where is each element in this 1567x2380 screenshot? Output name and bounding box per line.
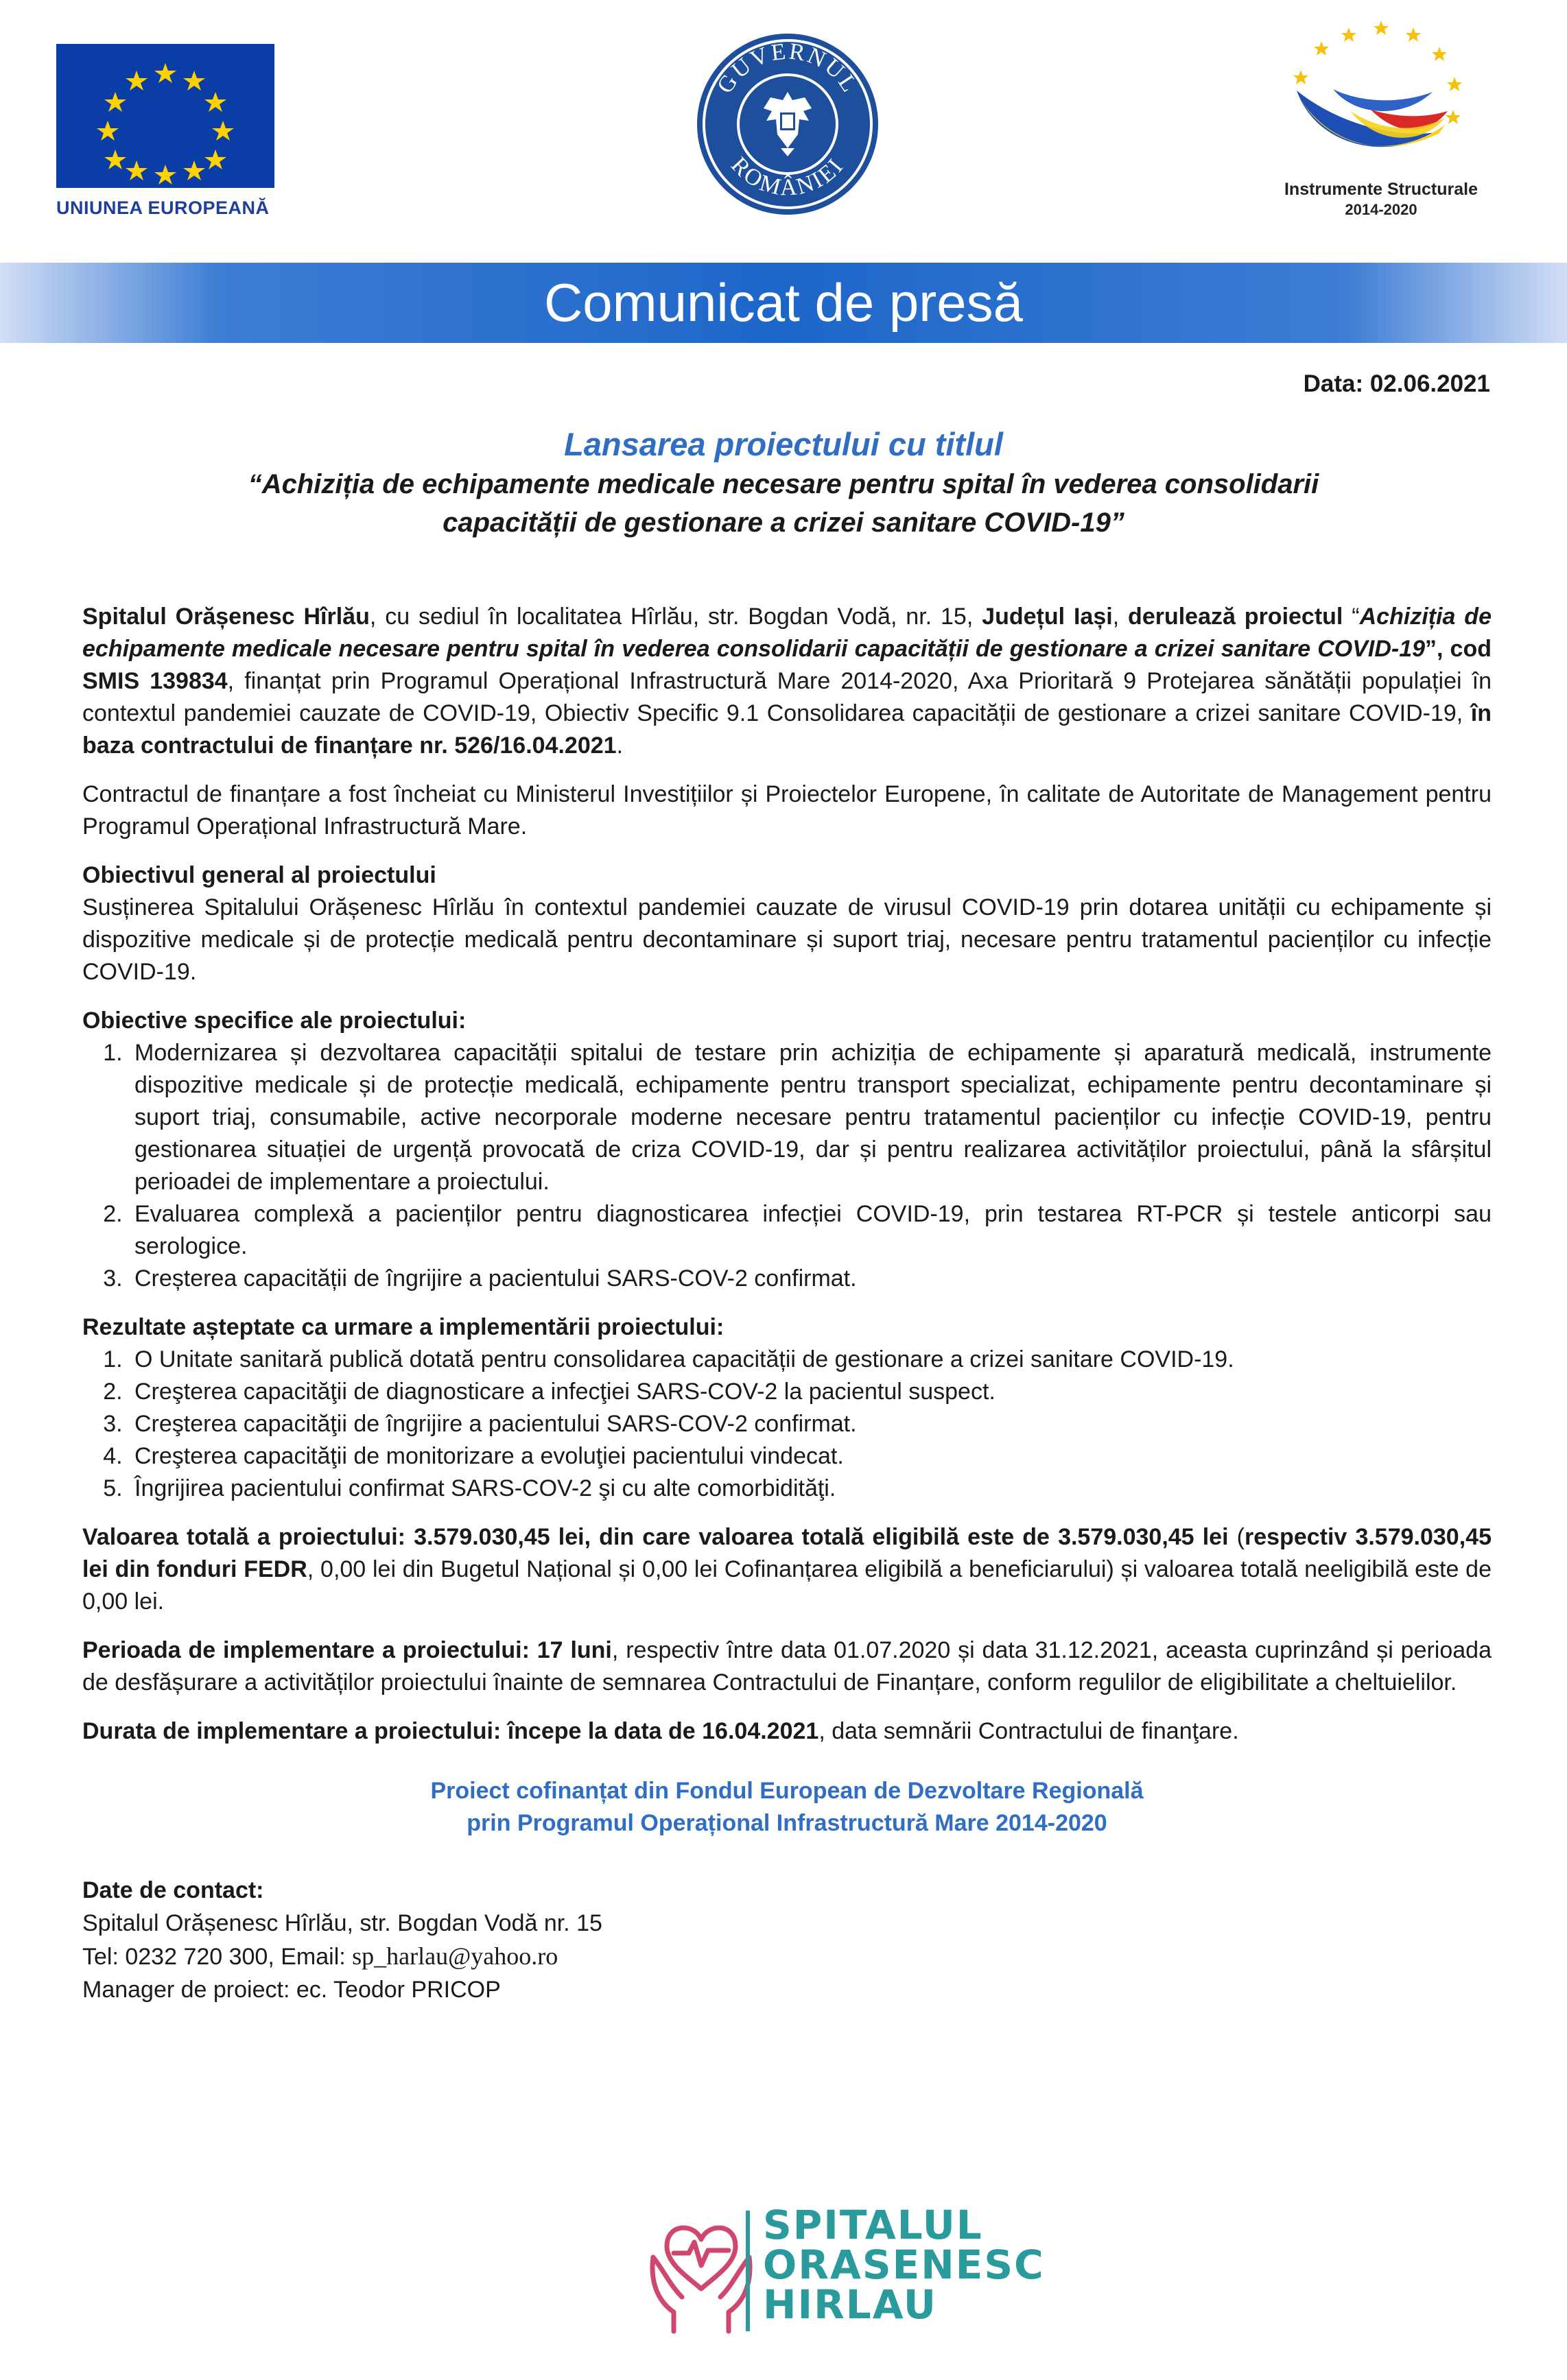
list-item: 1. Modernizarea și dezvoltarea capacității spitalui de testare prin achiziția de echipamente și aparatură medicală, instrumente dispozitive medicale și de protecție medicală, echipamente pentru transport specializat, echipamente pentru decontaminare și suport triaj, consumabile, active necorporale moderne necesare pentru tratamentul pacienților cu infecție COVID-19, pentru gestionarea situației de urgență provocată de criza COVID-19, dar și pentru realizarea activităților proiectului, până la sfârșitul perioadei de implementare a proiectului. xyxy=(129,1037,1492,1198)
structural-instruments-logo xyxy=(1268,15,1494,228)
eu-logo xyxy=(56,44,274,219)
period-label: Perioada de implementare a proiectului: 17 luni xyxy=(82,1637,612,1663)
duration-label: Durata de implementare a proiectului: începe la data de 16.04.2021 xyxy=(82,1718,819,1744)
eu-caption: UNIUNEA EUROPEANĂ xyxy=(56,198,270,218)
intro-text: . xyxy=(616,733,624,759)
intro-text: , cu sediul în localitatea Hîrlău, str. Bogdan Vodă, nr. 15, xyxy=(369,604,982,630)
title-banner xyxy=(0,263,1567,343)
cofinancing-note xyxy=(82,1775,1492,1840)
intro-text: “ xyxy=(1343,604,1360,630)
implementation-period-paragraph xyxy=(82,1634,1492,1699)
intro-paragraph xyxy=(82,601,1492,762)
general-objective-text: Susținerea Spitalului Orășenesc Hîrlău în contextul pandemiei cauzate de virusul COVID-19 prin dotarea unității cu echipamente și dispozitive medicale și de protecție medicală pentru decontaminare și suport triaj, necesare pentru tratamentul pacienților cu infecție COVID-19. xyxy=(82,894,1492,985)
page-title: Comunicat de presă xyxy=(543,272,1024,333)
is-caption-line1: Instrumente Structurale xyxy=(1284,180,1478,199)
intro-bold: derulează proiectul xyxy=(1128,604,1343,630)
total-value: Valoarea totală a proiectului: 3.579.030,45 lei, din care valoarea totală eligibilă este de 3.579.030,45 lei xyxy=(82,1524,1229,1550)
contact-heading-text: Date de contact: xyxy=(82,1877,264,1903)
project-title-line2: capacității de gestionare a crizei sanitare COVID-19” xyxy=(443,508,1124,538)
hospital-name: Spitalul Orășenesc Hîrlău xyxy=(82,604,370,630)
value-text: , 0,00 lei din Bugetul Național și 0,00 lei Cofinanțarea eligibilă a beneficiarului) și valoarea totală neeligibilă este de 0,00 lei. xyxy=(82,1556,1492,1615)
expected-results-list xyxy=(82,1344,1492,1505)
project-name: Achiziția de echipamente medicale necesare pentru spital în vederea consolidarii capacității de gestionare a crizei sanitare COVID-19 xyxy=(82,604,1492,662)
structural-instruments-icon xyxy=(1268,15,1494,176)
contact-phone-email xyxy=(82,1940,1492,1973)
heart-hands-icon xyxy=(646,2197,756,2334)
project-title-block xyxy=(82,424,1485,542)
project-value-paragraph xyxy=(82,1521,1492,1618)
contact-heading xyxy=(82,1874,1492,1907)
contact-address: Spitalul Orășenesc Hîrlău, str. Bogdan Vodă nr. 15 xyxy=(82,1910,602,1936)
period-text: , respectiv între data 01.07.2020 și data 31.12.2021, aceasta cuprinzând și perioada de desfășurare a activităților proiectului înainte de semnarea Contractului de Finanțare, conform regulilor de eligibilitate a cheltuielilor. xyxy=(82,1637,1492,1695)
list-item: 3. Creșterea capacității de îngrijire a pacientului SARS-COV-2 confirmat. xyxy=(129,1263,1492,1295)
county-name: Județul Iași xyxy=(982,604,1113,630)
contract-reference: în baza contractului de finanțare nr. 526/16.04.2021 xyxy=(82,700,1492,759)
contact-block xyxy=(82,1874,1492,2006)
intro-text: , xyxy=(1112,604,1129,630)
intro-text: , finanțat prin Programul Operațional Infrastructură Mare 2014-2020, Axa Prioritară 9 Protejarea sănătății populației în contextul pandemiei cauzate de COVID-19, Obiectiv Specific 9.1 Consolidarea capacității de gestionare a crizei sanitare COVID-19, xyxy=(82,668,1492,726)
is-caption-line2: 2014-2020 xyxy=(1345,201,1417,218)
project-title-lead: Lansarea proiectului cu titlul xyxy=(564,426,1003,462)
seal-top-text: GUVERNUL xyxy=(712,38,864,98)
eu-flag-icon xyxy=(56,44,274,188)
smis-code: ”, cod SMIS 139834 xyxy=(82,636,1492,694)
logo-line2: ORASENESC xyxy=(763,2241,1045,2288)
list-item: 1. O Unitate sanitară publică dotată pentru consolidarea capacității de gestionare a crizei sanitare COVID-19. xyxy=(129,1344,1492,1376)
value-text: ( xyxy=(1228,1524,1245,1550)
list-item: 5. Îngrijirea pacientului confirmat SARS-COV-2 şi cu alte comorbidităţi. xyxy=(129,1473,1492,1505)
list-item: 3. Creşterea capacităţii de îngrijire a pacientului SARS-COV-2 confirmat. xyxy=(129,1408,1492,1440)
contact-phone: Tel: 0232 720 300, Email: xyxy=(82,1944,353,1970)
press-release-body xyxy=(82,601,1492,2006)
list-item: 2. Creşterea capacităţii de diagnosticare a infecţiei SARS-COV-2 la pacientul suspect. xyxy=(129,1376,1492,1408)
project-title-line1: “Achiziția de echipamente medicale necesare pentru spital în vederea consolidarii xyxy=(248,469,1319,499)
hospital-logo-text xyxy=(763,2202,1045,2328)
specific-objectives-list xyxy=(82,1037,1492,1295)
cofinancing-line2: prin Programul Operațional Infrastructură Mare 2014-2020 xyxy=(467,1810,1107,1836)
hospital-logo xyxy=(646,2191,1045,2335)
specific-objectives-heading: Obiective specifice ale proiectului: xyxy=(82,1008,467,1034)
fedr-value: respectiv 3.579.030,45 lei din fonduri FEDR xyxy=(82,1524,1492,1582)
cofinancing-line1: Proiect cofinanțat din Fondul European de Dezvoltare Regională xyxy=(430,1778,1144,1804)
duration-text: , data semnării Contractului de finanţare. xyxy=(818,1718,1239,1744)
list-item: 2. Evaluarea complexă a pacienților pentru diagnosticarea infecției COVID-19, prin testarea RT-PCR și testele anticorpi sau serologice. xyxy=(129,1198,1492,1263)
contract-paragraph: Contractul de finanțare a fost încheiat cu Ministerul Investițiilor și Proiectelor Europene, în calitate de Autoritate de Management pentru Programul Operațional Infrastructură Mare. xyxy=(82,781,1492,840)
general-objective-heading: Obiectivul general al proiectului xyxy=(82,862,436,888)
list-item: 4. Creşterea capacităţii de monitorizare a evoluţiei pacientului vindecat. xyxy=(129,1440,1492,1473)
logo-line1: SPITALUL xyxy=(763,2202,983,2248)
logo-line3: HIRLAU xyxy=(763,2281,937,2328)
contact-email[interactable]: sp_harlau@yahoo.ro xyxy=(352,1942,558,1970)
expected-results-heading: Rezultate așteptate ca urmare a implementării proiectului: xyxy=(82,1314,724,1340)
implementation-duration-paragraph xyxy=(82,1715,1492,1748)
government-seal-logo xyxy=(695,32,880,217)
publication-date: Data: 02.06.2021 xyxy=(1303,370,1490,397)
contact-manager: Manager de proiect: ec. Teodor PRICOP xyxy=(82,1977,501,2003)
seal-bottom-text: ROMÂNIEI xyxy=(726,152,849,201)
